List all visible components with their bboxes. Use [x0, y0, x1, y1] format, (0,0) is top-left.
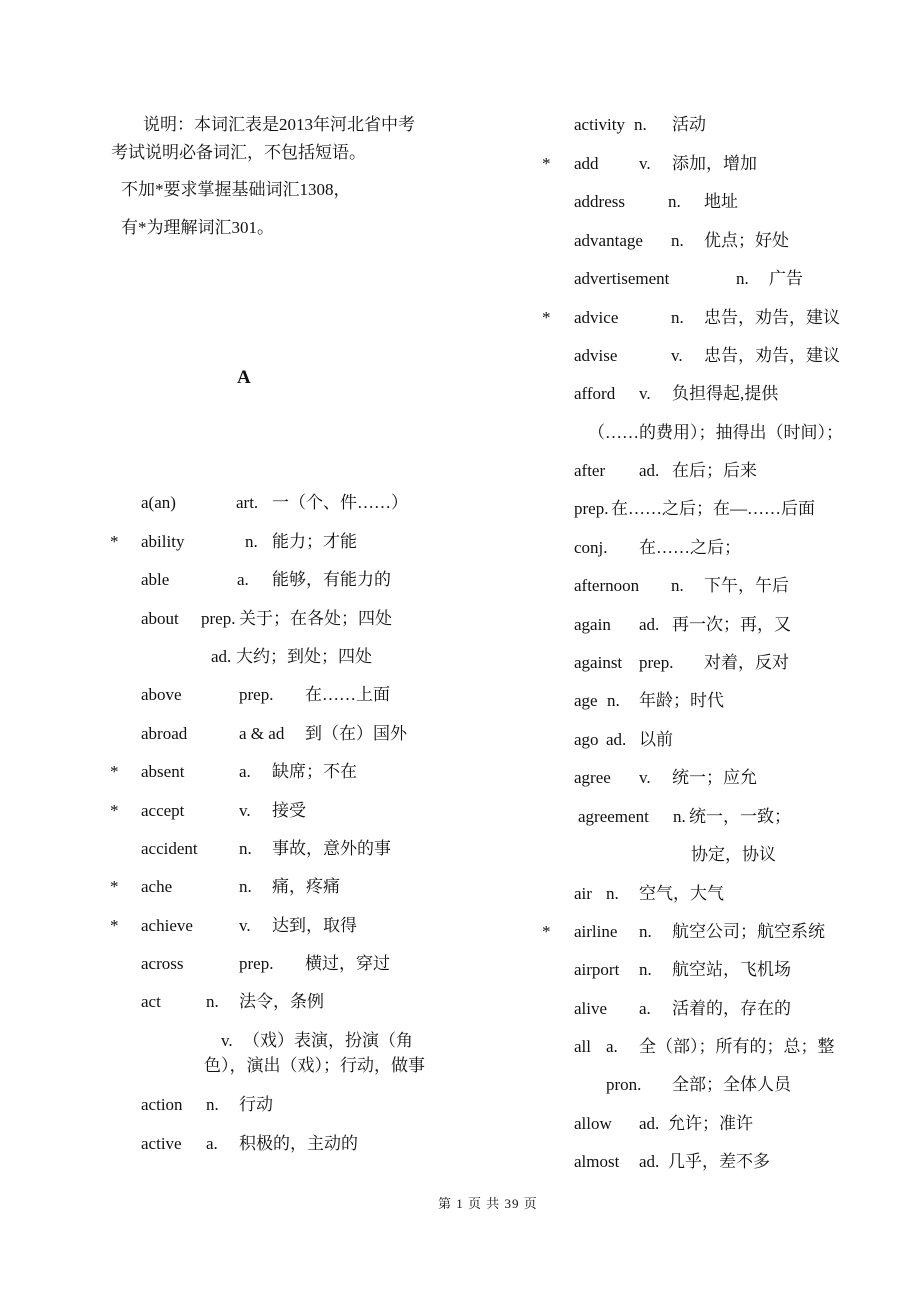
entry-pos: a & ad — [239, 724, 285, 743]
entry-word: about — [141, 609, 179, 628]
entry-meaning: 协定，协议 — [691, 845, 776, 864]
entry-star: * — [110, 532, 119, 551]
entry-pos: a. — [237, 570, 249, 589]
entry-pos: n. — [671, 308, 684, 327]
entry-star: * — [110, 801, 119, 820]
entry-pos: v. — [639, 154, 651, 173]
entry-word: advantage — [574, 231, 643, 250]
entry-word: all — [574, 1037, 591, 1056]
entry-meaning: 痛，疼痛 — [272, 877, 340, 896]
entry-meaning: 统一，一致； — [689, 807, 791, 826]
entry-word: airline — [574, 922, 618, 941]
entry-pos: n. — [673, 807, 686, 826]
entry-pos: ad. — [639, 1114, 660, 1133]
entry-meaning: 再一次；再，又 — [672, 615, 791, 634]
entry-meaning: （……的费用）；抽得出（时间）； — [588, 423, 843, 442]
entry-meaning: 全部；全体人员 — [672, 1075, 791, 1094]
entry-pos: ad. — [606, 730, 627, 749]
entry-pos: prep. — [574, 499, 609, 518]
entry-meaning: 空气，大气 — [639, 884, 724, 903]
entry-pos: art. — [236, 493, 259, 512]
entry-word: alive — [574, 999, 608, 1018]
entry-word: abroad — [141, 724, 188, 743]
entry-meaning: 在后；后来 — [672, 461, 757, 480]
entry-pos: n. — [206, 1095, 219, 1114]
entry-pos: n. — [639, 960, 652, 979]
entry-word: absent — [141, 762, 185, 781]
entry-meaning: 统一；应允 — [672, 768, 757, 787]
entry-word: airport — [574, 960, 620, 979]
entry-pos: a. — [639, 999, 651, 1018]
entry-meaning: 能力；才能 — [272, 532, 357, 551]
entry-meaning: 下午，午后 — [704, 576, 789, 595]
entry-meaning: 能够，有能力的 — [272, 570, 391, 589]
entry-word: allow — [574, 1114, 612, 1133]
entry-word: again — [574, 615, 611, 634]
entry-word: advice — [574, 308, 619, 327]
entry-word: after — [574, 461, 606, 480]
entry-meaning: 地址 — [704, 192, 738, 211]
entry-pos: ad. — [639, 461, 660, 480]
entry-meaning: 接受 — [272, 801, 306, 820]
entry-pos: n. — [206, 992, 219, 1011]
entry-word: address — [574, 192, 625, 211]
section-letter: A — [237, 367, 251, 388]
entry-pos: v. — [639, 384, 651, 403]
intro-line-3: 不加*要求掌握基础词汇1308， — [121, 180, 351, 199]
entry-meaning: 事故，意外的事 — [272, 839, 391, 858]
entry-word: agree — [574, 768, 611, 787]
entry-meaning-continued: 色），演出（戏）；行动，做事 — [204, 1056, 425, 1075]
entry-pos: prep. — [239, 685, 274, 704]
entry-meaning: 行动 — [239, 1095, 273, 1114]
entry-word: action — [141, 1095, 183, 1114]
entry-pos: conj. — [574, 538, 608, 557]
entry-word: achieve — [141, 916, 193, 935]
entry-star: * — [110, 762, 119, 781]
page-footer: 第 1 页 共 39 页 — [438, 1196, 538, 1211]
entry-word: age — [574, 691, 598, 710]
entry-meaning: 对着，反对 — [704, 653, 789, 672]
entry-pos: v. — [239, 801, 251, 820]
entry-meaning: 在……之后； — [639, 538, 741, 557]
entry-meaning: 忠告，劝告，建议 — [704, 308, 840, 327]
entry-word: a(an) — [141, 493, 176, 512]
entry-word: ability — [141, 532, 185, 551]
entry-pos: ad. — [639, 1152, 660, 1171]
entry-meaning: 法令，条例 — [239, 992, 324, 1011]
entry-pos: n. — [736, 269, 749, 288]
entry-pos: prep. — [639, 653, 674, 672]
entry-pos: ad. — [211, 647, 232, 666]
entry-pos: a. — [206, 1134, 218, 1153]
entry-meaning: 关于；在各处；四处 — [239, 609, 392, 628]
entry-meaning: （戏）表演，扮演（角 — [243, 1031, 413, 1050]
entry-word: against — [574, 653, 623, 672]
entry-meaning: 积极的，主动的 — [239, 1134, 358, 1153]
entry-meaning: 允许；准许 — [668, 1114, 753, 1133]
entry-word: add — [574, 154, 599, 173]
entry-meaning: 添加，增加 — [672, 154, 757, 173]
entry-word: air — [574, 884, 592, 903]
entry-word: accept — [141, 801, 185, 820]
entry-word: activity — [574, 115, 625, 134]
entry-meaning: 以前 — [639, 730, 673, 749]
entry-meaning: 航空站，飞机场 — [672, 960, 791, 979]
entry-word: afternoon — [574, 576, 640, 595]
entry-pos: n. — [607, 691, 620, 710]
entry-pos: n. — [668, 192, 681, 211]
entry-meaning: 活着的，存在的 — [672, 999, 791, 1018]
entry-meaning: 广告 — [769, 269, 803, 288]
entry-meaning: 达到，取得 — [272, 916, 357, 935]
entry-star: * — [542, 154, 551, 173]
entry-word: accident — [141, 839, 198, 858]
entry-word: act — [141, 992, 161, 1011]
entry-word: active — [141, 1134, 182, 1153]
entry-star: * — [542, 922, 551, 941]
entry-pos: n. — [639, 922, 652, 941]
entry-word: ago — [574, 730, 599, 749]
intro-line-4: 有*为理解词汇301。 — [121, 218, 274, 237]
entry-star: * — [542, 308, 551, 327]
entry-meaning: 全（部）；所有的；总；整 — [639, 1037, 835, 1056]
entry-word: across — [141, 954, 184, 973]
entry-word: advertisement — [574, 269, 670, 288]
entry-pos: n. — [239, 877, 252, 896]
entry-pos: ad. — [639, 615, 660, 634]
entry-pos: v. — [221, 1031, 233, 1050]
entry-word: almost — [574, 1152, 620, 1171]
entry-meaning: 年龄；时代 — [639, 691, 724, 710]
entry-word: ache — [141, 877, 173, 896]
entry-pos: v. — [239, 916, 251, 935]
entry-meaning: 到（在）国外 — [305, 724, 407, 743]
entry-pos: prep. — [201, 609, 236, 628]
entry-meaning: 优点；好处 — [704, 231, 789, 250]
entry-meaning: 缺席；不在 — [272, 762, 357, 781]
entry-pos: v. — [671, 346, 683, 365]
entry-pos: n. — [239, 839, 252, 858]
entry-pos: prep. — [239, 954, 274, 973]
entry-meaning: 几乎，差不多 — [668, 1152, 770, 1171]
entry-meaning: 一（个、件……） — [272, 493, 408, 512]
entry-meaning: 大约；到处；四处 — [236, 647, 372, 666]
entry-word: above — [141, 685, 182, 704]
entry-pos: a. — [239, 762, 251, 781]
entry-meaning: 横过，穿过 — [305, 954, 390, 973]
entry-word: able — [141, 570, 170, 589]
entry-pos: n. — [606, 884, 619, 903]
entry-word: agreement — [578, 807, 649, 826]
entry-meaning: 在……之后；在—……后面 — [611, 499, 815, 518]
entry-word: afford — [574, 384, 616, 403]
entry-star: * — [110, 877, 119, 896]
entry-pos: n. — [671, 231, 684, 250]
entry-meaning: 在……上面 — [305, 685, 390, 704]
entry-word: advise — [574, 346, 618, 365]
entry-pos: v. — [639, 768, 651, 787]
entry-pos: n. — [671, 576, 684, 595]
entry-pos: n. — [634, 115, 647, 134]
entry-pos: pron. — [606, 1075, 642, 1094]
entry-pos: n. — [245, 532, 258, 551]
intro-line-1: 说明：本词汇表是2013年河北省中考 — [143, 115, 415, 134]
entry-meaning: 忠告，劝告，建议 — [704, 346, 840, 365]
entry-meaning: 航空公司；航空系统 — [672, 922, 825, 941]
intro-line-2: 考试说明必备词汇，不包括短语。 — [111, 143, 366, 162]
entry-star: * — [110, 916, 119, 935]
entry-pos: a. — [606, 1037, 618, 1056]
entry-meaning: 活动 — [672, 115, 706, 134]
entry-meaning: 负担得起,提供 — [672, 384, 779, 403]
